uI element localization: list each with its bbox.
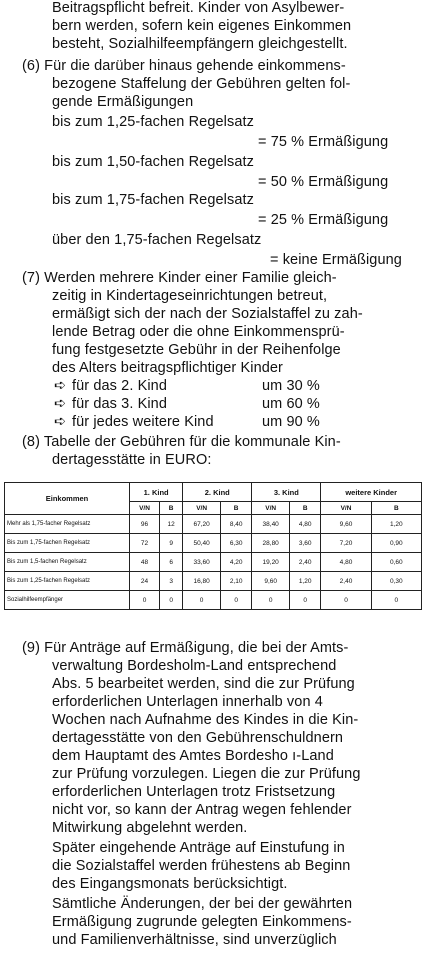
table-cell: 3 bbox=[160, 572, 183, 591]
text-line: = 75 % Ermäßigung bbox=[258, 134, 389, 150]
table-cell: 33,60 bbox=[183, 553, 221, 572]
table-cell: 0 bbox=[290, 591, 321, 610]
table-cell: 1,20 bbox=[371, 515, 421, 534]
fee-table bbox=[4, 482, 422, 610]
table-cell: 0 bbox=[160, 591, 183, 610]
subheader-b: B bbox=[160, 502, 183, 515]
row-label: Bis zum 1,25-fachen Regelsatz bbox=[5, 572, 130, 591]
subheader-vn: V/N bbox=[252, 502, 290, 515]
table-cell: 28,80 bbox=[252, 534, 290, 553]
table-row bbox=[5, 553, 422, 572]
text-line: Mitwirkung abgelehnt werden. bbox=[52, 820, 248, 836]
text-line: für das 3. Kind bbox=[72, 396, 167, 412]
text-line: für jedes weitere Kind bbox=[72, 414, 214, 430]
subheader-vn: V/N bbox=[130, 502, 160, 515]
table-cell: 67,20 bbox=[183, 515, 221, 534]
subheader-vn: V/N bbox=[321, 502, 371, 515]
table-cell: 12 bbox=[160, 515, 183, 534]
text-line: gende Ermäßigungen bbox=[52, 94, 194, 110]
table-cell: 9 bbox=[160, 534, 183, 553]
table-cell: 0,90 bbox=[371, 534, 421, 553]
table-cell: 72 bbox=[130, 534, 160, 553]
row-label: Sozialhilfeempfänger bbox=[5, 591, 130, 610]
text-line: lende Betrag oder die ohne Einkommensprü- bbox=[52, 324, 345, 340]
subheader-vn: V/N bbox=[183, 502, 221, 515]
header-income: Einkommen bbox=[5, 483, 130, 515]
text-line: Abs. 5 bearbeitet werden, sind die zur Prüfung bbox=[52, 676, 355, 692]
arrow-icon: ➪ bbox=[54, 378, 67, 394]
fee-table-wrapper bbox=[4, 482, 424, 610]
text-line: fung festgesetzte Gebühr in der Reihenfolge bbox=[52, 342, 341, 358]
table-cell: 50,40 bbox=[183, 534, 221, 553]
table-cell: 0 bbox=[183, 591, 221, 610]
table-cell: 4,80 bbox=[321, 553, 371, 572]
header-kind-2: 2. Kind bbox=[183, 483, 252, 502]
table-cell: 2,40 bbox=[321, 572, 371, 591]
table-cell: 96 bbox=[130, 515, 160, 534]
text-line: Ermäßigung zugrunde gelegten Einkommens- bbox=[52, 914, 352, 930]
paragraph-7-line: (7) Werden mehrere Kinder einer Familie gleich- bbox=[22, 270, 337, 286]
table-cell: 16,80 bbox=[183, 572, 221, 591]
text-line: Wochen nach Aufnahme des Kindes in die Kin- bbox=[52, 712, 359, 728]
header-further-kids: weitere Kinder bbox=[321, 483, 422, 502]
table-cell: 0 bbox=[130, 591, 160, 610]
text-line: des Eingangsmonats berücksichtigt. bbox=[52, 876, 288, 892]
text-line: um 30 % bbox=[262, 378, 320, 394]
text-line: Beitragspflicht befreit. Kinder von Asylbewer- bbox=[52, 0, 345, 16]
text-line: bis zum 1,25-fachen Regelsatz bbox=[52, 114, 254, 130]
text-line: = keine Ermäßigung bbox=[270, 252, 402, 268]
table-row bbox=[5, 534, 422, 553]
subheader-b: B bbox=[220, 502, 251, 515]
table-cell: 4,20 bbox=[220, 553, 251, 572]
text-line: die Sozialstaffel werden frühestens ab Beginn bbox=[52, 858, 351, 874]
table-cell: 9,60 bbox=[252, 572, 290, 591]
table-cell: 7,20 bbox=[321, 534, 371, 553]
text-line: um 60 % bbox=[262, 396, 320, 412]
text-line: zeitig in Kindertageseinrichtungen betreut, bbox=[52, 288, 328, 304]
table-cell: 6 bbox=[160, 553, 183, 572]
table-cell: 24 bbox=[130, 572, 160, 591]
header-kind-1: 1. Kind bbox=[130, 483, 183, 502]
text-line: erforderlichen Unterlagen innerhalb von 4 bbox=[52, 694, 323, 710]
table-cell: 2,40 bbox=[290, 553, 321, 572]
table-row bbox=[5, 515, 422, 534]
table-cell: 9,60 bbox=[321, 515, 371, 534]
text-line: bis zum 1,75-fachen Regelsatz bbox=[52, 192, 254, 208]
text-line: nicht vor, so kann der Antrag wegen fehlender bbox=[52, 802, 352, 818]
table-cell: 0 bbox=[321, 591, 371, 610]
text-line: bezogene Staffelung der Gebühren gelten fol- bbox=[52, 76, 351, 92]
text-line: bis zum 1,50-fachen Regelsatz bbox=[52, 154, 254, 170]
table-cell: 1,20 bbox=[290, 572, 321, 591]
paragraph-8-line: (8) Tabelle der Gebühren für die kommunale Kin- bbox=[22, 434, 341, 450]
table-cell: 0 bbox=[252, 591, 290, 610]
text-line: dertagesstätte von den Gebührenschuldnern bbox=[52, 730, 344, 746]
text-line: des Alters beitragspflichtiger Kinder bbox=[52, 360, 283, 376]
text-line: zur Prüfung vorzulegen. Liegen die zur Prüfung bbox=[52, 766, 361, 782]
table-cell: 6,30 bbox=[220, 534, 251, 553]
arrow-icon: ➪ bbox=[54, 396, 67, 412]
table-cell: 19,20 bbox=[252, 553, 290, 572]
table-cell: 2,10 bbox=[220, 572, 251, 591]
text-line: verwaltung Bordesholm-Land entsprechend bbox=[52, 658, 337, 674]
text-line: um 90 % bbox=[262, 414, 320, 430]
text-line: dertagesstätte in EURO: bbox=[52, 452, 212, 468]
table-cell: 0 bbox=[371, 591, 421, 610]
text-line: besteht, Sozialhilfeempfängern gleichgestellt. bbox=[52, 36, 348, 52]
table-cell: 0,30 bbox=[371, 572, 421, 591]
subheader-b: B bbox=[290, 502, 321, 515]
header-kind-3: 3. Kind bbox=[252, 483, 321, 502]
text-line: ermäßigt sich der nach der Sozialstaffel zu zah- bbox=[52, 306, 363, 322]
text-line: dem Hauptamt des Amtes Bordesho ı-Land bbox=[52, 748, 334, 764]
text-line: über den 1,75-fachen Regelsatz bbox=[52, 232, 262, 248]
row-label: Mehr als 1,75-facher Regelsatz bbox=[5, 515, 130, 534]
subheader-b: B bbox=[371, 502, 421, 515]
table-cell: 3,60 bbox=[290, 534, 321, 553]
paragraph-9-line: (9) Für Anträge auf Ermäßigung, die bei der Amts- bbox=[22, 640, 349, 656]
table-cell: 48 bbox=[130, 553, 160, 572]
row-label: Bis zum 1,75-fachen Regelsatz bbox=[5, 534, 130, 553]
table-cell: 38,40 bbox=[252, 515, 290, 534]
text-line: bern werden, sofern kein eigenes Einkommen bbox=[52, 18, 352, 34]
text-line: Sämtliche Änderungen, der bei der gewährten bbox=[52, 896, 353, 912]
table-cell: 8,40 bbox=[220, 515, 251, 534]
text-line: = 25 % Ermäßigung bbox=[258, 212, 389, 228]
text-line: = 50 % Ermäßigung bbox=[258, 174, 389, 190]
table-cell: 4,80 bbox=[290, 515, 321, 534]
table-cell: 0,60 bbox=[371, 553, 421, 572]
text-line: für das 2. Kind bbox=[72, 378, 167, 394]
table-row bbox=[5, 572, 422, 591]
table-row bbox=[5, 591, 422, 610]
row-label: Bis zum 1,5-fachen Regelsatz bbox=[5, 553, 130, 572]
table-cell: 0 bbox=[220, 591, 251, 610]
text-line: erforderlichen Unterlagen trotz Fristsetzung bbox=[52, 784, 336, 800]
text-line: Später eingehende Anträge auf Einstufung in bbox=[52, 840, 345, 856]
paragraph-6-line: (6) Für die darüber hinaus gehende einkommens- bbox=[22, 58, 346, 74]
text-line: und Familienverhältnisse, sind unverzüglich bbox=[52, 932, 337, 948]
arrow-icon: ➪ bbox=[54, 414, 67, 430]
